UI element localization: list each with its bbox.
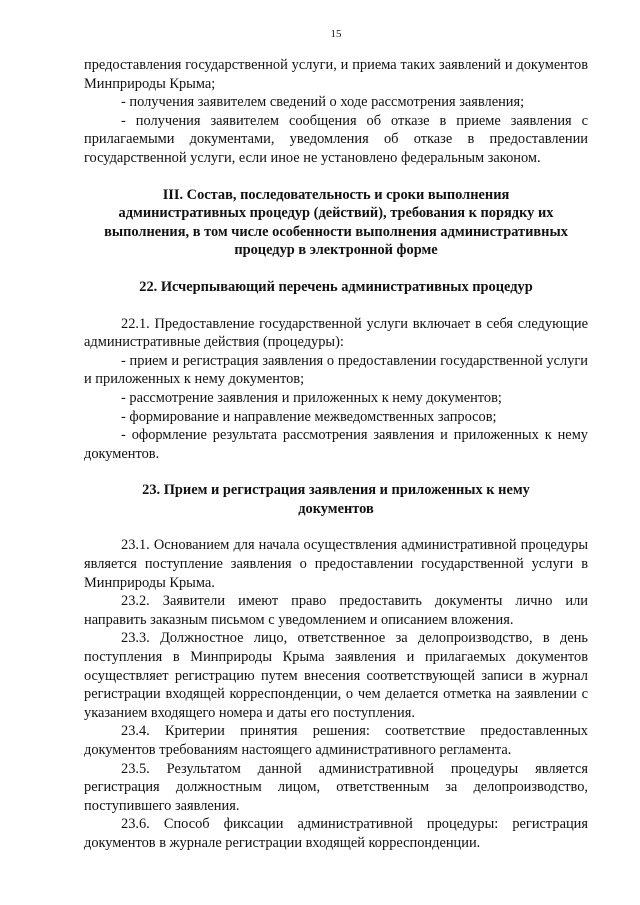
paragraph-23-4: 23.4. Критерии принятия решения: соответствие предоставленных документов требованиям настоящего административного регламента.	[84, 723, 588, 758]
list-item-reception: - прием и регистрация заявления о предоставлении государственной услуги и приложенных к нему документов;	[84, 352, 588, 388]
paragraph-23-3: 23.3. Должностное лицо, ответственное за делопроизводство, в день поступления в Минприроды Крыма заявления и прилагаемых документов осуществляет регистрацию путем внесения соответствующей записи в журнал регистрации входящей корреспонденции, о чем делается отметка на заявлении с указанием входящего номера и даты его поступления.	[84, 630, 588, 721]
list-item-result: - оформление результата рассмотрения заявления и приложенных к нему документов.	[84, 427, 588, 462]
paragraph-23-1: 23.1. Основанием для начала осуществления административной процедуры является поступление заявления о предоставлении государственной услуги в Минприроды Крыма.	[84, 537, 588, 591]
paragraph-continuation: предоставления государственной услуги, и приема таких заявлений и документов Минприроды Крыма;	[84, 57, 588, 92]
paragraph-23-6: 23.6. Способ фиксации административной процедуры: регистрация документов в журнале регистрации входящей корреспонденции.	[84, 816, 588, 851]
paragraph-23-2: 23.2. Заявители имеют право предоставить документы лично или направить заказным письмом с уведомлением и описанием вложения.	[84, 593, 588, 628]
list-item-review: - рассмотрение заявления и приложенных к нему документов;	[121, 389, 502, 406]
list-item-status: - получения заявителем сведений о ходе рассмотрения заявления;	[121, 94, 525, 111]
paragraph-22-1: 22.1. Предоставление государственной услуги включает в себя следующие административные действия (процедуры):	[84, 315, 588, 351]
paragraph-23-5: 23.5. Результатом данной административной процедуры является регистрация должностным лицом, ответственным за делопроизводство, поступившего заявления.	[84, 760, 588, 814]
section-3-title: III. Состав, последовательность и сроки выполнения административных процедур (действий), требования к порядку их выполнения, в том числе особенности выполнения административных процедур в электронной форме	[104, 186, 568, 259]
list-item-refusal: - получения заявителем сообщения об отказе в приеме заявления с прилагаемыми документами, уведомления об отказе в предоставлении государственной услуги, если иное не установлено федеральным законом.	[84, 112, 588, 166]
section-22-title: 22. Исчерпывающий перечень административных процедур	[139, 278, 533, 295]
page-number: 15	[330, 28, 342, 40]
section-23-title: 23. Прием и регистрация заявления и приложенных к нему документов	[142, 482, 530, 517]
list-item-requests: - формирование и направление межведомственных запросов;	[121, 408, 497, 425]
